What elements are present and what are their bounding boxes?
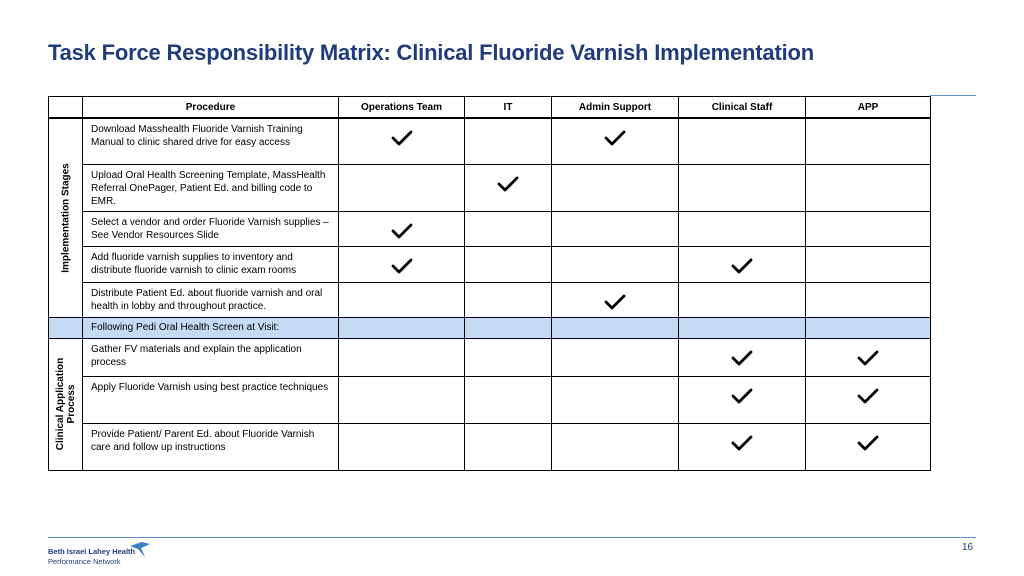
procedure-cell: Add fluoride varnish supplies to inventory and distribute fluoride varnish to clinic exam rooms [83, 246, 339, 282]
check-cell-admin [552, 338, 679, 376]
procedure-cell: Download Masshealth Fluoride Varnish Training Manual to clinic shared drive for easy access [83, 118, 339, 164]
logo-line-2: Performance Network [48, 557, 121, 566]
table-row [49, 164, 931, 211]
check-cell-app [806, 164, 931, 211]
title-rule [930, 95, 976, 96]
check-cell-clinical [679, 164, 806, 211]
check-cell-app [806, 211, 931, 246]
separator-cell [806, 317, 931, 338]
separator-label: Following Pedi Oral Health Screen at Visit: [83, 317, 339, 338]
table-row [49, 282, 931, 317]
logo-line-1: Beth Israel Lahey Health [48, 547, 136, 556]
table-row [49, 118, 931, 164]
footer-rule [48, 537, 976, 538]
check-cell-app [806, 423, 931, 470]
check-icon [604, 293, 626, 311]
procedure-cell: Apply Fluoride Varnish using best practice techniques [83, 376, 339, 423]
table-row [49, 246, 931, 282]
header-app: APP [806, 97, 931, 119]
group-implementation-stages [49, 118, 83, 317]
table-row [49, 376, 931, 423]
check-icon [857, 387, 879, 405]
check-icon [731, 387, 753, 405]
page-number: 16 [962, 542, 974, 553]
check-cell-app [806, 338, 931, 376]
check-cell-operations [339, 376, 465, 423]
check-cell-operations [339, 423, 465, 470]
check-icon [497, 175, 519, 193]
group-label-clinical: Clinical Application Process [54, 357, 77, 451]
header-admin-support: Admin Support [552, 97, 679, 119]
check-cell-it [465, 211, 552, 246]
logo-text [48, 547, 135, 567]
check-cell-operations [339, 164, 465, 211]
check-cell-app [806, 246, 931, 282]
separator-cell [465, 317, 552, 338]
check-icon [391, 129, 413, 147]
check-cell-operations [339, 118, 465, 164]
check-cell-it [465, 338, 552, 376]
group-label-implementation: Implementation Stages [60, 163, 71, 273]
separator-row [49, 317, 931, 338]
check-cell-admin [552, 282, 679, 317]
check-icon [731, 434, 753, 452]
check-icon [604, 129, 626, 147]
check-cell-app [806, 282, 931, 317]
check-cell-clinical [679, 246, 806, 282]
procedure-cell: Upload Oral Health Screening Template, MassHealth Referral OnePager, Patient Ed. and billing code to EMR. [83, 164, 339, 211]
header-row [49, 97, 931, 119]
check-icon [391, 257, 413, 275]
check-cell-admin [552, 423, 679, 470]
header-it: IT [465, 97, 552, 119]
check-cell-app [806, 376, 931, 423]
group-clinical-application-process [49, 338, 83, 470]
procedure-cell: Distribute Patient Ed. about fluoride varnish and oral health in lobby and throughout practice. [83, 282, 339, 317]
check-icon [857, 434, 879, 452]
check-cell-clinical [679, 118, 806, 164]
check-cell-it [465, 282, 552, 317]
procedure-cell: Gather FV materials and explain the application process [83, 338, 339, 376]
check-icon [857, 349, 879, 367]
separator-cell [339, 317, 465, 338]
check-cell-clinical [679, 338, 806, 376]
logo-bird-icon [130, 542, 150, 558]
check-cell-clinical [679, 376, 806, 423]
check-icon [731, 349, 753, 367]
check-cell-admin [552, 246, 679, 282]
check-cell-operations [339, 246, 465, 282]
check-cell-admin [552, 118, 679, 164]
check-cell-it [465, 423, 552, 470]
table-row [49, 423, 931, 470]
header-operations-team: Operations Team [339, 97, 465, 119]
table-row [49, 211, 931, 246]
check-icon [731, 257, 753, 275]
responsibility-matrix [48, 96, 931, 471]
header-clinical-staff: Clinical Staff [679, 97, 806, 119]
check-cell-operations [339, 338, 465, 376]
procedure-cell: Provide Patient/ Parent Ed. about Fluoride Varnish care and follow up instructions [83, 423, 339, 470]
table-row [49, 338, 931, 376]
header-corner [49, 97, 83, 119]
check-cell-it [465, 164, 552, 211]
check-cell-operations [339, 211, 465, 246]
check-cell-app [806, 118, 931, 164]
check-cell-it [465, 118, 552, 164]
header-procedure: Procedure [83, 97, 339, 119]
check-cell-clinical [679, 282, 806, 317]
separator-cell [679, 317, 806, 338]
logo [48, 542, 158, 568]
check-cell-operations [339, 282, 465, 317]
separator-cell [552, 317, 679, 338]
check-cell-it [465, 376, 552, 423]
slide-title: Task Force Responsibility Matrix: Clinical Fluoride Varnish Implementation [48, 40, 814, 65]
procedure-cell: Select a vendor and order Fluoride Varnish supplies – See Vendor Resources Slide [83, 211, 339, 246]
separator-left-cell [49, 317, 83, 338]
check-icon [391, 222, 413, 240]
check-cell-clinical [679, 423, 806, 470]
check-cell-clinical [679, 211, 806, 246]
check-cell-admin [552, 376, 679, 423]
check-cell-admin [552, 211, 679, 246]
check-cell-admin [552, 164, 679, 211]
check-cell-it [465, 246, 552, 282]
